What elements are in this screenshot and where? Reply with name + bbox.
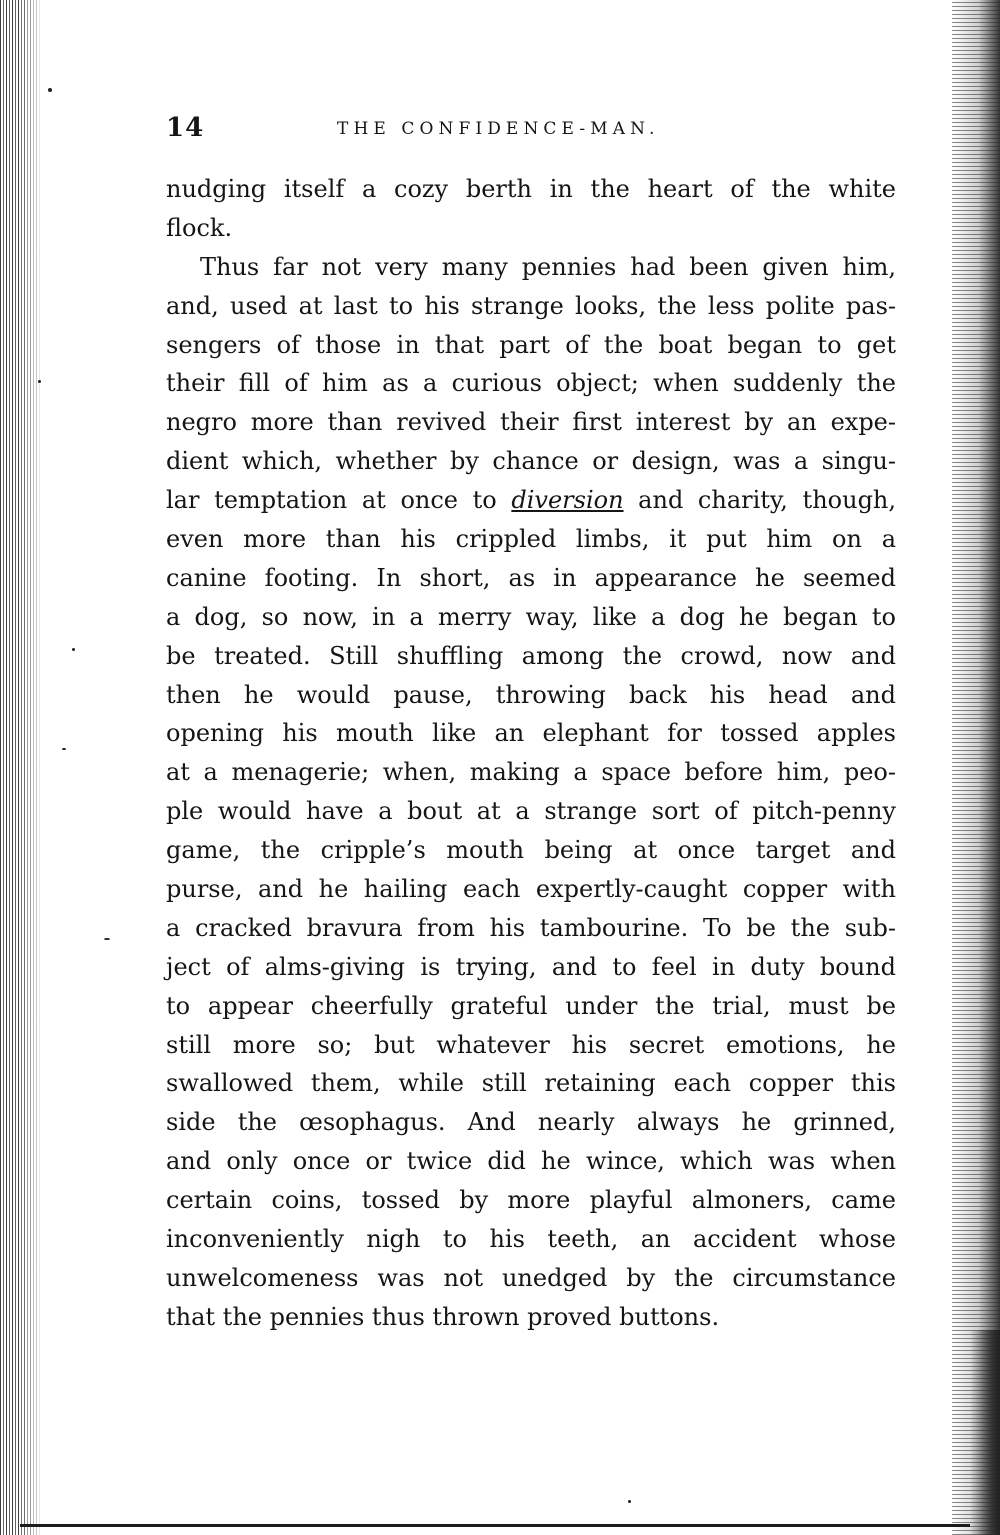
scan-speck	[62, 748, 66, 750]
text-line: dient which, whether by chance or design, was a singu-	[166, 447, 896, 476]
text-line: and, used at last to his strange looks, the less polite pas-	[166, 291, 896, 320]
text-line: even more than his crippled limbs, it put him on a	[166, 525, 896, 554]
text-line: swallowed them, while still retaining each copper this	[166, 1069, 896, 1098]
text-line: game, the cripple’s mouth being at once target and	[166, 836, 896, 865]
text-line: certain coins, tossed by more playful almoners, came	[166, 1186, 896, 1215]
scan-speck	[38, 380, 41, 383]
text-line: purse, and he hailing each expertly-caught copper with	[166, 875, 896, 904]
text-line: negro more than revived their first interest by an expe-	[166, 408, 896, 437]
text-line: nudging itself a cozy berth in the heart of the white	[166, 175, 896, 203]
text-line: canine footing. In short, as in appearance he seemed	[166, 563, 896, 592]
text-line: and only once or twice did he wince, which was when	[166, 1147, 896, 1176]
text-line: ple would have a bout at a strange sort of pitch-penny	[166, 797, 896, 826]
text-line: a cracked bravura from his tambourine. To be the sub-	[166, 913, 896, 942]
text-line: a dog, so now, in a merry way, like a dog he began to	[166, 602, 896, 631]
page-number: 14	[166, 113, 205, 143]
text-line: unwelcomeness was not unedged by the circumstance	[166, 1263, 896, 1292]
scan-speck	[104, 938, 110, 940]
binding-gutter-fade	[18, 0, 44, 1535]
text-line-with-underline	[166, 481, 896, 520]
text-line: their fill of him as a curious object; when suddenly the	[166, 369, 896, 398]
page-bottom-edge	[20, 1524, 970, 1527]
text-line: opening his mouth like an elephant for tossed apples	[166, 719, 896, 748]
text-line: flock.	[166, 213, 233, 242]
text-line: be treated. Still shuffling among the crowd, now and	[166, 641, 896, 670]
text-line: inconveniently nigh to his teeth, an accident whose	[166, 1225, 896, 1254]
text-line: then he would pause, throwing back his head and	[166, 680, 896, 709]
text-line: ject of alms-giving is trying, and to feel in duty bound	[166, 952, 896, 981]
text-line: that the pennies thus thrown proved buttons.	[166, 1302, 720, 1331]
page-edge-right	[952, 0, 1000, 1535]
text-line: at a menagerie; when, making a space before him, peo-	[166, 758, 896, 787]
text-line: to appear cheerfully grateful under the trial, must be	[166, 991, 896, 1020]
text-line: Thus far not very many pennies had been given him,	[200, 252, 896, 281]
text-line: sengers of those in that part of the boat began to get	[166, 330, 896, 359]
running-head	[166, 110, 756, 150]
text-line-tail: and charity, though,	[638, 486, 897, 515]
underlined-word: diversion	[511, 486, 624, 515]
scan-speck	[48, 88, 52, 92]
scan-speck	[628, 1500, 631, 1503]
text-line: still more so; but whatever his secret emotions, he	[166, 1030, 896, 1059]
body-text	[166, 170, 896, 1337]
book-title-header: THE CONFIDENCE-MAN.	[337, 119, 660, 139]
page-edge-shadow	[970, 1330, 1000, 1535]
scan-speck	[72, 648, 75, 651]
text-line-head: lar temptation at once to	[166, 486, 497, 515]
text-line: side the œsophagus. And nearly always he grinned,	[166, 1108, 896, 1137]
